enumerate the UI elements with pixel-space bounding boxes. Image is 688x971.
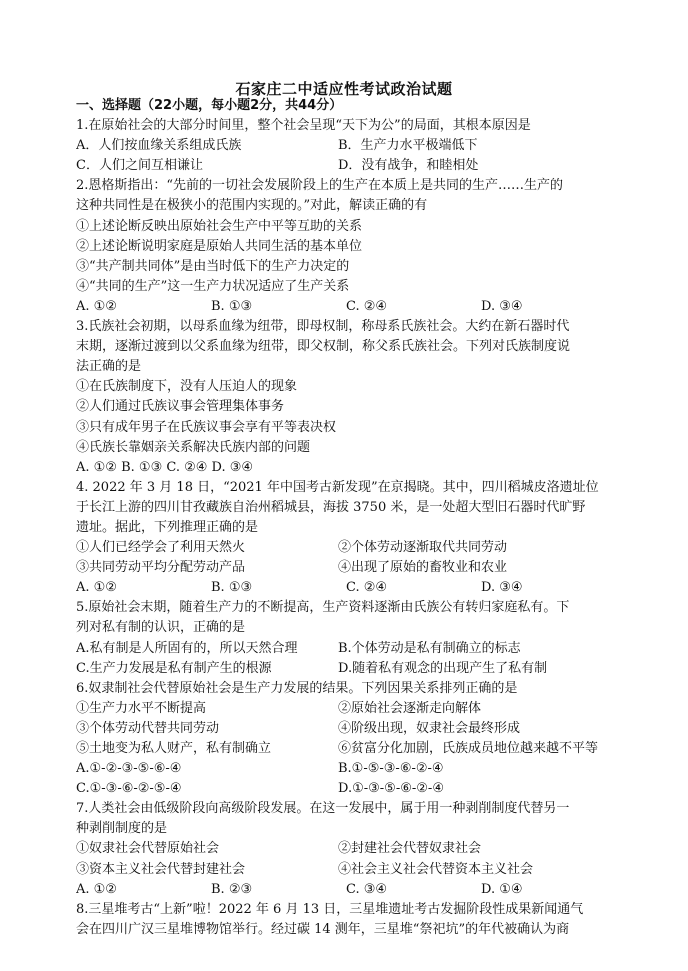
option-b: B．生产力水平极端低下 xyxy=(338,138,478,154)
option-c: C. ②④ xyxy=(346,580,388,596)
option-a: A. ①② xyxy=(76,580,117,596)
question-1-options-row1 xyxy=(76,136,616,156)
option-c: C. ②④ xyxy=(346,298,388,314)
statement: ①生产力水平不断提高 xyxy=(76,700,207,716)
option-d: D．没有战争，和睦相处 xyxy=(338,158,479,174)
statement: ③共同劳动平均分配劳动产品 xyxy=(76,560,246,576)
statement-row xyxy=(76,719,616,739)
question-3-stem: 3.氏族社会初期，以母系血缘为纽带，即母权制，称母系氏族社会。大约在新石器时代 xyxy=(76,319,570,335)
statement: ②封建社会代替奴隶社会 xyxy=(338,841,482,857)
option-b: B. ①③ xyxy=(211,298,253,314)
question-1-stem: 1.在原始社会的大部分时间里，整个社会呈现“天下为公”的局面，其根本原因是 xyxy=(76,118,531,134)
question-8-stem-cont: 会在四川广汉三星堆博物馆举行。经过碳 14 测年，三星堆“祭祀坑”的年代被确认为商 xyxy=(76,921,570,937)
option-d: D. ③④ xyxy=(481,298,523,314)
statement: ①上述论断反映出原始社会生产中平等互助的关系 xyxy=(76,218,363,234)
statement: ④氏族长靠姻亲关系解决氏族内部的问题 xyxy=(76,439,311,455)
statement: ①在氏族制度下，没有人压迫人的现象 xyxy=(76,379,298,395)
option-d: D.①-③-⑤-⑥-②-④ xyxy=(338,781,444,797)
question-3-options: A. ①② B. ①③ C. ②④ D. ③④ xyxy=(76,459,254,475)
option-b: B. ②③ xyxy=(211,881,253,897)
option-c: C.生产力发展是私有制产生的根源 xyxy=(76,660,272,676)
statement: ②原始社会逐渐走向解体 xyxy=(338,700,482,716)
option-b: B.①-⑤-③-⑥-②-④ xyxy=(338,761,444,777)
section-heading: 一、选择题（22小题，每小题2分，共44分） xyxy=(76,98,343,113)
question-6-stem: 6.奴隶制社会代替原始社会是生产力发展的结果。下列因果关系排列正确的是 xyxy=(76,680,518,696)
question-7-options xyxy=(76,880,616,900)
question-4-stem-cont: 遗址。据此，下列推理正确的是 xyxy=(76,519,259,535)
statement: ②上述论断说明家庭是原始人共同生活的基本单位 xyxy=(76,238,363,254)
option-a: A．人们按血缘关系组成氏族 xyxy=(76,138,242,154)
statement-row xyxy=(76,839,616,859)
question-4-stem-cont: 于长江上游的四川甘孜藏族自治州稻城县，海拔 3750 米，是一处超大型旧石器时代旷野 xyxy=(76,499,586,515)
option-d: D. ①④ xyxy=(481,881,523,897)
question-5-stem: 5.原始社会末期，随着生产力的不断提高，生产资料逐渐由氏族公有转归家庭私有。下 xyxy=(76,600,570,616)
question-2-options xyxy=(76,297,616,317)
page-title: 石家庄二中适应性考试政治试题 xyxy=(235,80,453,98)
question-6-options-row2 xyxy=(76,779,616,799)
statement: ③只有成年男子在氏族议事会享有平等表决权 xyxy=(76,419,337,435)
statement: ②个体劳动逐渐取代共同劳动 xyxy=(338,540,508,556)
statement-row xyxy=(76,860,616,880)
option-b: B. ①③ xyxy=(211,580,253,596)
option-b: B.个体劳动是私有制确立的标志 xyxy=(338,640,521,656)
option-a: A. ①② xyxy=(76,881,117,897)
statement: ⑥贫富分化加剧，氏族成员地位越来越不平等 xyxy=(338,741,599,756)
question-7-stem-cont: 种剥削制度的是 xyxy=(76,821,168,837)
statement: ①奴隶社会代替原始社会 xyxy=(76,841,220,857)
question-5-options-row2 xyxy=(76,659,616,679)
option-c: C.①-③-⑥-②-⑤-④ xyxy=(76,781,182,797)
statement: ③资本主义社会代替封建社会 xyxy=(76,861,246,877)
option-c: C. ③④ xyxy=(346,881,388,897)
statement: ④社会主义社会代替资本主义社会 xyxy=(338,861,534,877)
question-list xyxy=(76,96,616,940)
question-3-stem-cont: 法正确的是 xyxy=(76,359,142,375)
question-4-options xyxy=(76,578,616,598)
option-d: D. ③④ xyxy=(481,580,523,596)
statement-row xyxy=(76,739,616,759)
question-1-options-row2 xyxy=(76,156,616,176)
statement: ①人们已经学会了利用天然火 xyxy=(76,540,246,556)
question-5-stem-cont: 列对私有制的认识，正确的是 xyxy=(76,620,246,636)
question-3-stem-cont: 末期，逐渐过渡到以父系血缘为纽带，即父权制，称父系氏族社会。下列对氏族制度说 xyxy=(76,339,571,355)
question-2-stem: 2.恩格斯指出：“先前的一切社会发展阶段上的生产在本质上是共同的生产……生产的 xyxy=(76,178,564,194)
statement-row xyxy=(76,538,616,558)
option-a: A.私有制是人所固有的，所以天然合理 xyxy=(76,640,298,656)
statement: ③“共产制共同体”是由当时低下的生产力决定的 xyxy=(76,258,350,274)
statement: ④“共同的生产”这一生产力状况适应了生产关系 xyxy=(76,278,350,294)
option-c: C．人们之间互相谦让 xyxy=(76,158,203,174)
option-a: A.①-②-③-⑤-⑥-④ xyxy=(76,761,182,777)
question-2-stem-cont: 这种共同性是在极狭小的范围内实现的。”对此，解读正确的有 xyxy=(76,198,428,214)
statement: ④阶级出现，奴隶社会最终形成 xyxy=(338,720,521,736)
statement: ②人们通过氏族议事会管理集体事务 xyxy=(76,399,285,415)
statement: ⑤土地变为私人财产，私有制确立 xyxy=(76,741,272,756)
statement-row xyxy=(76,558,616,578)
option-a: A. ①② xyxy=(76,298,117,314)
question-5-options-row1 xyxy=(76,639,616,659)
option-d: D.随着私有观念的出现产生了私有制 xyxy=(338,660,548,676)
question-6-options-row1 xyxy=(76,759,616,779)
question-8-stem: 8.三星堆考古“上新”啦！2022 年 6 月 13 日，三星堆遗址考古发掘阶段性成果新闻通气 xyxy=(76,901,584,917)
statement-row xyxy=(76,699,616,719)
question-7-stem: 7.人类社会由低级阶段向高级阶段发展。在这一发展中，属于用一种剥削制度代替另一 xyxy=(76,801,570,817)
question-4-stem: 4. 2022 年 3 月 18 日，“2021 年中国考古新发现”在京揭晓。其中，四川稻城皮洛遗址位 xyxy=(76,479,599,495)
statement: ③个体劳动代替共同劳动 xyxy=(76,720,220,736)
statement: ④出现了原始的畜牧业和农业 xyxy=(338,560,508,576)
